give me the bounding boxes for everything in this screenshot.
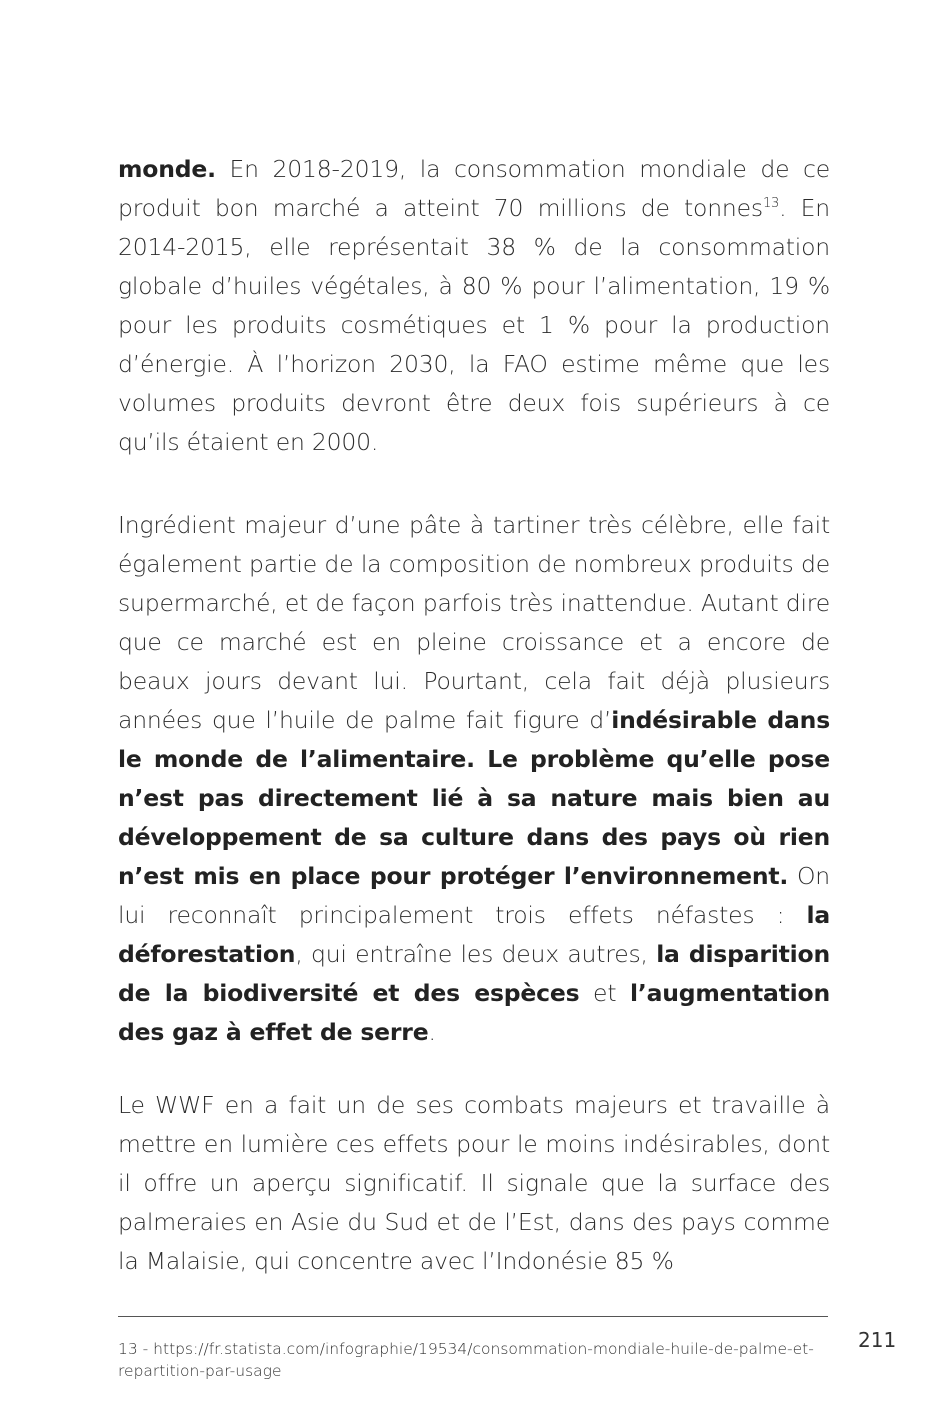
footnote-ref[interactable]: 13 [762,196,780,212]
text-segment: . En 2014-2015, elle représentait 38 % de la consommation globale d’huiles végétales, à 80 % pour l’alimentation, 19 % pour les produits cosmétiques et 1 % pour la production d’énergie. À l’horizon 2030, la FAO estime même que les volumes produits devront être deux fois supérieurs à ce qu’ils étaient en 2000. [118,194,830,456]
bold-segment: la déforestation [118,901,830,968]
bold-segment: l’augmentation des gaz à effet de serre [118,979,831,1046]
text-segment: Ingrédient majeur d’une pâte à tartiner très célèbre, elle fait également partie de la composition de nombreux produits de supermarché, et de façon parfois très inattendue. Autant dire que ce marché est en pleine croissance et a encore de beaux jours devant lui. Pourtant, cela fait déjà plusieurs années que l’huile de palme fait figure d’ [118,511,830,734]
paragraph-1 [118,150,830,462]
text-segment: , qui entraîne les deux autres, [295,940,657,968]
bold-segment: la disparition de la biodiversité et des espèces [118,940,830,1007]
bold-segment: monde. [118,155,216,183]
page-number: 211 [858,1328,897,1352]
paragraph-2 [118,506,830,1052]
bold-segment: indésirable dans le monde de l’alimentaire. Le problème qu’elle pose n’est pas directement lié à sa nature mais bien au développement de sa culture dans des pays où rien n’est mis en place pour protéger l’environnement. [118,706,831,890]
text-segment: En 2018-2019, la consommation mondiale de ce produit bon marché a atteint 70 millions de tonnes [118,155,830,222]
paragraph-3 [118,1086,830,1281]
text-segment: et [579,979,630,1007]
footnote: 13 - https://fr.statista.com/infographie/19534/consommation-mondiale-huile-de-palme-et-repartition-par-usage [118,1340,814,1380]
text-segment: On lui reconnaît principalement trois effets néfastes : [118,862,831,929]
text-segment: . [428,1018,436,1046]
text-segment: Le WWF en a fait un de ses combats majeurs et travaille à mettre en lumière ces effets pour le moins indésirables, dont il offre un aperçu significatif. Il signale que la surface des palmeraies en Asie du Sud et de l’Est, dans des pays comme la Malaisie, qui concentre avec l’Indonésie 85 % [118,1091,830,1275]
footnote-divider [118,1316,828,1317]
